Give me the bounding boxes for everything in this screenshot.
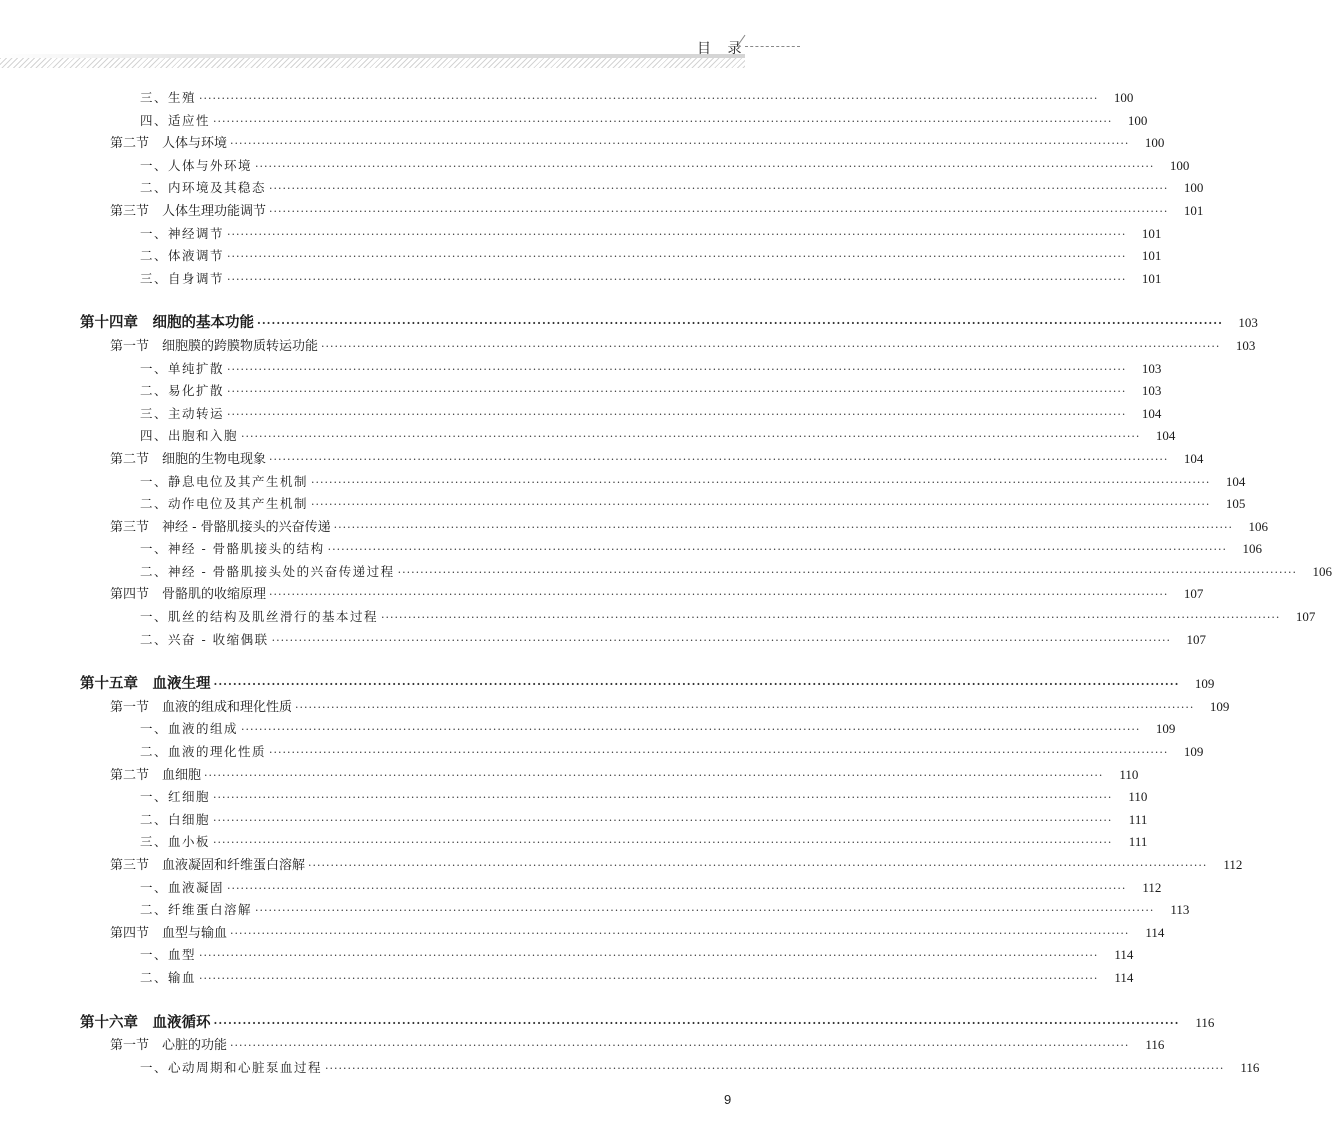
toc-entry-page: 101 [1141,225,1162,241]
toc-entry-title: 第四节 骨骼肌的收缩原理 [110,587,267,603]
toc-subsection-entry[interactable] [0,471,1246,494]
dot-leader: ········································································································································································································ [311,475,1211,489]
toc-section-entry[interactable] [0,583,1204,606]
toc-subsection-entry[interactable] [0,899,1190,922]
toc-section-entry[interactable] [0,516,1268,539]
toc-subsection-entry[interactable] [0,944,1134,967]
dot-leader: ········································································································································································································ [241,430,1141,444]
dot-leader: ········································································································································································································ [397,565,1297,579]
toc-entry-title: 一、血型 [140,947,197,963]
toc-entry-page: 103 [1235,337,1256,353]
dot-leader: ········································································································································································································ [255,159,1155,173]
toc-subsection-entry[interactable] [0,177,1204,200]
toc-entry-title: 第四节 血型与输血 [110,925,228,941]
dot-leader: ········································································································································································································ [333,520,1233,534]
toc-entry-page: 104 [1225,473,1246,489]
dot-leader: ········································································································································································································ [227,362,1127,376]
toc-subsection-entry[interactable] [0,606,1316,629]
toc-entry-page: 106 [1242,541,1262,557]
toc-entry-page: 104 [1141,405,1162,421]
toc-entry-title: 二、动作电位及其产生机制 [140,496,309,512]
toc-entry-title: 一、神经调节 [140,225,225,241]
dot-leader: ········································································································································································································ [199,971,1099,985]
chapter-gap [0,651,800,673]
toc-subsection-entry[interactable] [0,629,1206,652]
toc-subsection-entry[interactable] [0,358,1162,381]
toc-subsection-entry[interactable] [0,741,1204,764]
toc-chapter-entry[interactable] [0,312,1258,335]
toc-entry-page: 100 [1183,180,1204,196]
dot-leader: ········································································································································································································ [213,114,1113,128]
toc-entry-page: 104 [1155,428,1176,444]
toc-entry-title: 第一节 心脏的功能 [110,1038,228,1054]
toc-entry-title: 二、纤维蛋白溶解 [140,902,253,918]
toc-entry-page: 103 [1141,383,1162,399]
toc-entry-title: 第一节 细胞膜的跨膜物质转运功能 [110,338,319,354]
toc-entry-title: 第三节 神经 - 骨骼肌接头的兴奋传递 [110,519,331,535]
dot-leader: ········································································································································································································ [241,723,1141,737]
toc-entry-page: 116 [1195,1014,1215,1030]
toc-entry-page: 101 [1183,202,1204,218]
dot-leader: ········································································································································································································ [227,407,1127,421]
toc-entry-page: 114 [1114,969,1134,985]
toc-entry-page: 101 [1141,270,1162,286]
toc-entry-title: 第二节 细胞的生物电现象 [110,451,267,467]
toc-subsection-entry[interactable] [0,538,1262,561]
toc-subsection-entry[interactable] [0,268,1162,291]
dot-leader: ········································································································································································································ [325,1061,1225,1075]
table-of-contents [0,87,1332,1079]
dot-leader: ········································································································································································································ [213,1016,1180,1030]
toc-entry-page: 107 [1183,586,1204,602]
dot-leader: ········································································································································································································ [213,836,1113,850]
dot-leader: ········································································································································································································ [269,746,1169,760]
toc-section-entry[interactable] [0,854,1243,877]
toc-entry-title: 一、神经 - 骨骼肌接头的结构 [140,541,325,557]
toc-subsection-entry[interactable] [0,967,1134,990]
toc-entry-page: 111 [1128,834,1148,850]
toc-entry-page: 112 [1142,879,1162,895]
toc-entry-page: 114 [1145,924,1165,940]
dot-leader: ········································································································································································································ [199,92,1099,105]
toc-subsection-entry[interactable] [0,561,1332,584]
toc-entry-page: 100 [1113,90,1134,105]
toc-chapter-entry[interactable] [0,1012,1215,1035]
toc-entry-title: 一、人体与外环境 [140,157,253,173]
toc-subsection-entry[interactable] [0,809,1148,832]
dot-leader: ········································································································································································································ [321,339,1221,353]
toc-entry-title: 二、神经 - 骨骼肌接头处的兴奋传递过程 [140,563,395,579]
toc-entry-title: 第三节 血液凝固和纤维蛋白溶解 [110,858,306,873]
toc-section-entry[interactable] [0,922,1165,945]
dot-leader: ········································································································································································································ [295,700,1195,714]
dot-leader: ········································································································································································································ [227,272,1127,286]
toc-entry-title: 第十六章 血液循环 [80,1013,211,1031]
toc-section-entry[interactable] [0,1034,1165,1057]
toc-entry-title: 第二节 人体与环境 [110,136,228,152]
toc-entry-page: 116 [1240,1059,1260,1075]
toc-subsection-entry[interactable] [0,1057,1260,1080]
header-dashed-rule [745,46,800,47]
toc-subsection-entry[interactable] [0,223,1162,246]
toc-entry-title: 四、适应性 [140,112,211,128]
dot-leader: ········································································································································································································ [199,949,1099,963]
toc-entry-page: 106 [1312,563,1332,579]
toc-subsection-entry[interactable] [0,786,1148,809]
toc-entry-title: 三、生殖 [140,90,197,105]
toc-entry-title: 一、单纯扩散 [140,360,225,376]
dot-leader: ········································································································································································································ [257,317,1223,331]
dot-leader: ········································································································································································································ [227,250,1127,264]
toc-entry-title: 二、白细胞 [140,811,211,827]
toc-entry-title: 四、出胞和入胞 [140,428,239,444]
dot-leader: ········································································································································································································ [381,611,1281,625]
dot-leader: ········································································································································································································ [230,926,1130,940]
dot-leader: ········································································································································································································ [227,881,1127,895]
toc-entry-title: 第十四章 细胞的基本功能 [80,314,254,332]
toc-chapter-entry[interactable] [0,673,1215,696]
toc-entry-title: 三、血小板 [140,834,211,850]
toc-entry-page: 113 [1170,902,1190,918]
toc-entry-title: 二、体液调节 [140,248,225,264]
toc-subsection-entry[interactable] [0,245,1162,268]
toc-entry-title: 一、心动周期和心脏泵血过程 [140,1059,323,1075]
toc-subsection-entry[interactable] [0,493,1246,516]
dot-leader: ········································································································································································································ [227,385,1127,399]
toc-subsection-entry[interactable] [0,155,1190,178]
toc-entry-title: 一、静息电位及其产生机制 [140,473,309,489]
toc-entry-page: 110 [1119,766,1139,782]
toc-subsection-entry[interactable] [0,403,1162,426]
toc-entry-title: 二、易化扩散 [140,383,225,399]
toc-entry-page: 105 [1225,496,1246,512]
toc-subsection-entry[interactable] [0,87,1134,110]
toc-entry-page: 104 [1183,450,1204,466]
toc-entry-page: 100 [1144,135,1165,151]
toc-entry-title: 三、主动转运 [140,405,225,421]
dot-leader: ········································································································································································································ [230,1039,1130,1053]
chapter-gap [0,990,800,1012]
toc-entry-title: 二、兴奋 - 收缩偶联 [140,631,269,647]
toc-entry-page: 100 [1127,112,1148,128]
dot-leader: ········································································································································································································ [311,498,1211,512]
toc-subsection-entry[interactable] [0,110,1148,133]
toc-entry-title: 第二节 血细胞 [110,767,202,783]
toc-entry-page: 101 [1141,248,1162,264]
chapter-gap [0,290,800,312]
dot-leader: ········································································································································································································ [308,859,1208,872]
toc-subsection-entry[interactable] [0,877,1162,900]
page-number: 9 [724,1092,732,1107]
dot-leader: ········································································································································································································ [271,633,1171,647]
dot-leader: ········································································································································································································ [269,588,1169,602]
toc-entry-page: 110 [1128,789,1148,805]
toc-entry-title: 一、红细胞 [140,789,211,805]
dot-leader: ········································································································································································································ [213,791,1113,805]
dot-leader: ········································································································································································································ [204,768,1104,782]
dot-leader: ········································································································································································································ [227,227,1127,241]
toc-entry-page: 109 [1194,676,1215,692]
dot-leader: ········································································································································································································ [327,543,1227,557]
toc-entry-page: 109 [1183,744,1204,760]
dot-leader: ········································································································································································································ [213,813,1113,827]
header-title: 目 录 [697,41,748,57]
toc-subsection-entry[interactable] [0,425,1176,448]
toc-entry-title: 一、血液凝固 [140,879,225,895]
toc-subsection-entry[interactable] [0,718,1176,741]
toc-entry-page: 100 [1169,157,1190,173]
toc-entry-title: 三、自身调节 [140,270,225,286]
header-hatch-decoration [0,58,745,68]
toc-entry-title: 第三节 人体生理功能调节 [110,203,267,219]
dot-leader: ········································································································································································································ [269,204,1169,218]
dot-leader: ········································································································································································································ [269,452,1169,466]
toc-entry-title: 第十五章 血液生理 [80,675,211,693]
dot-leader: ········································································································································································································ [230,137,1130,151]
toc-entry-page: 114 [1114,947,1134,963]
toc-entry-title: 一、肌丝的结构及肌丝滑行的基本过程 [140,609,379,625]
dot-leader: ········································································································································································································ [255,904,1155,918]
toc-entry-page: 112 [1223,857,1243,872]
toc-section-entry[interactable] [0,448,1204,471]
toc-entry-title: 一、血液的组成 [140,721,239,737]
toc-section-entry[interactable] [0,335,1256,358]
toc-entry-title: 二、内环境及其稳态 [140,180,267,196]
toc-subsection-entry[interactable] [0,831,1148,854]
toc-entry-page: 109 [1209,698,1230,714]
dot-leader: ········································································································································································································ [269,182,1169,196]
toc-section-entry[interactable] [0,132,1165,155]
toc-entry-page: 107 [1295,609,1316,625]
dot-leader: ········································································································································································································ [213,678,1180,692]
toc-entry-page: 106 [1248,518,1268,534]
toc-entry-title: 二、输血 [140,969,197,985]
toc-entry-page: 116 [1145,1037,1165,1053]
toc-entry-page: 109 [1155,721,1176,737]
toc-entry-page: 107 [1186,631,1206,647]
toc-entry-title: 二、血液的理化性质 [140,744,267,760]
toc-entry-page: 103 [1141,360,1162,376]
toc-section-entry[interactable] [0,764,1139,787]
toc-section-entry[interactable] [0,696,1230,719]
toc-section-entry[interactable] [0,200,1204,223]
toc-entry-page: 111 [1128,811,1148,827]
toc-entry-title: 第一节 血液的组成和理化性质 [110,699,293,715]
toc-entry-page: 103 [1238,315,1258,331]
toc-subsection-entry[interactable] [0,380,1162,403]
